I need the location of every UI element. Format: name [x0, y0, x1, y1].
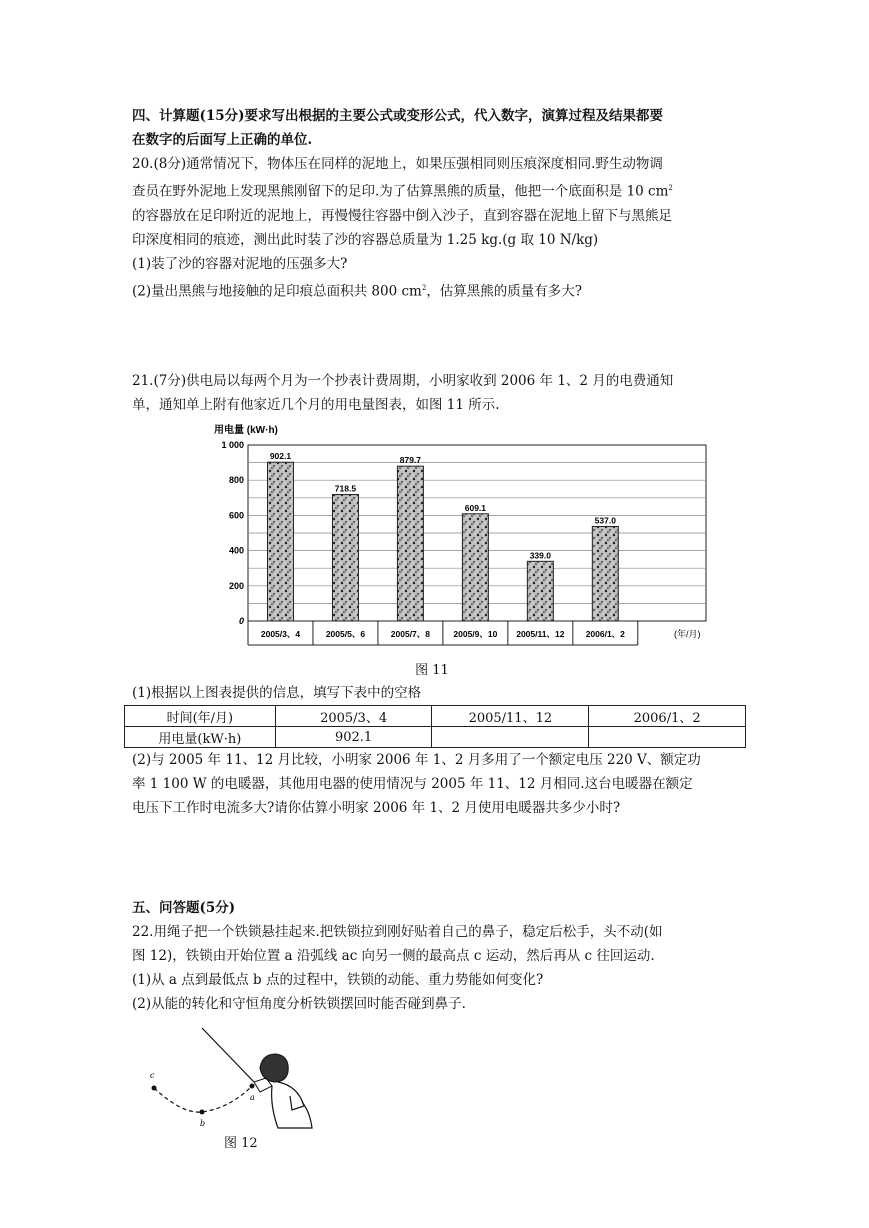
figure-12-caption: 图 12	[224, 1136, 258, 1151]
lock-position-b	[200, 1110, 205, 1115]
section4-heading-line2: 在数字的后面写上正确的单位.	[132, 132, 313, 148]
table-header-row	[125, 706, 746, 727]
bar	[527, 561, 553, 621]
bar-value-label: 609.1	[464, 502, 487, 513]
q22-sub2: (2)从能的转化和守恒角度分析铁锁摆回时能否碰到鼻子.	[132, 996, 466, 1012]
bar-value-label: 902.1	[269, 451, 292, 462]
q21-line2: 单，通知单上附有他家近几个月的用电量图表，如图 11 所示.	[132, 397, 500, 413]
q20-sub2-tail: ，估算黑熊的质量有多大?	[426, 283, 583, 299]
pendulum-svg	[142, 1016, 332, 1146]
table-cell: 902.1	[275, 727, 432, 748]
table-header-cell: 2005/11、12	[432, 706, 589, 727]
q21-sub1: (1)根据以上图表提供的信息，填写下表中的空格	[132, 685, 422, 701]
rope-line	[202, 1028, 254, 1082]
q20-sub1: (1)装了沙的容器对泥地的压强多大?	[132, 255, 348, 272]
table-cell-blank	[589, 727, 746, 748]
bar-value-label: 339.0	[529, 550, 551, 561]
pendulum-figure	[142, 1016, 332, 1146]
xtick-label: 2005/7、8	[390, 629, 431, 639]
chart-xlabel: (年/月)	[674, 629, 701, 639]
section4-heading-line1: 四、计算题(15分)要求写出根据的主要公式或变形公式，代入数字，演算过程及结果都要	[132, 108, 664, 124]
table-header-cell: 时间(年/月)	[125, 706, 276, 727]
ytick-label: 1 000	[221, 440, 244, 450]
table-header-cell: 2005/3、4	[275, 706, 432, 727]
xtick-label: 2005/5、6	[325, 629, 366, 639]
q20-sub2	[132, 276, 752, 304]
q21-line1: 21.(7分)供电局以每两个月为一个抄表计费周期，小明家收到 2006 年 1、2 月的电费通知	[132, 373, 674, 389]
xtick-label: 2006/1、2	[585, 629, 625, 639]
exam-page	[132, 104, 752, 1151]
q22-line1: 22.用绳子把一个铁锁悬挂起来.把铁锁拉到刚好贴着自己的鼻子，稳定后松手，头不动(如	[132, 924, 663, 940]
ytick-label: 800	[228, 475, 244, 486]
xtick-label: 2005/9、10	[453, 629, 498, 639]
xtick-label: 2005/3、4	[260, 629, 301, 639]
q21-sub2-line3: 电压下工作时电流多大?请你估算小明家 2006 年 1、2 月使用电暖器共多少小时?	[132, 800, 621, 816]
lock-position-c	[152, 1086, 157, 1091]
bar-value-label: 537.0	[594, 515, 616, 526]
q20-line3: 的容器放在足印附近的泥地上，再慢慢往容器中倒入沙子，直到容器在泥地上留下与黑熊足	[132, 207, 672, 224]
q20-line2-text: 查员在野外泥地上发现黑熊刚留下的足印.为了估算黑熊的质量，他把一个底面积是 10 cm	[132, 183, 669, 200]
bar-value-label: 718.5	[334, 483, 357, 494]
figure-11-caption: 图 11	[415, 663, 449, 678]
superscript: 2	[421, 283, 427, 292]
ytick-label: 600	[228, 510, 244, 521]
superscript: 2	[668, 184, 673, 192]
electricity-bar-chart	[212, 421, 732, 661]
ytick-label: 200	[228, 580, 244, 591]
chart-svg	[212, 421, 732, 661]
bar	[332, 495, 358, 621]
table-cell: 用电量(kW·h)	[125, 727, 276, 748]
section5-heading: 五、问答题(5分)	[132, 900, 236, 916]
q21-sub2-line1: (2)与 2005 年 11、12 月比较，小明家 2006 年 1、2 月多用了一个额定电压 220 V、额定功	[132, 752, 701, 768]
q21-sub2-line2: 率 1 100 W 的电暖器，其他用电器的使用情况与 2005 年 11、12 月相同.这台电暖器在额定	[132, 776, 693, 792]
usage-table	[124, 705, 746, 748]
lock-position-a	[250, 1084, 255, 1089]
swing-arc	[154, 1086, 252, 1112]
ytick-label: 400	[228, 545, 244, 556]
chart-ylabel: 用电量 (kW·h)	[214, 425, 278, 436]
table-cell-blank	[432, 727, 589, 748]
bar	[267, 462, 293, 621]
person-figure	[254, 1054, 312, 1128]
q22-line2: 图 12)，铁锁由开始位置 a 沿弧线 ac 向另一侧的最高点 c 运动，然后再从 c 往回运动.	[132, 948, 655, 964]
q20-line2	[132, 176, 752, 204]
bar-value-label: 879.7	[399, 455, 422, 466]
label-b: b	[200, 1119, 206, 1128]
xtick-label: 2005/11、12	[516, 629, 565, 639]
q20-sub2-text: (2)量出黑熊与地接触的足印痕总面积共 800 cm	[132, 283, 422, 299]
label-c: c	[150, 1071, 155, 1080]
table-row	[125, 727, 746, 748]
label-a: a	[250, 1093, 255, 1102]
bar	[592, 526, 618, 621]
bar	[397, 466, 423, 621]
table-header-cell: 2006/1、2	[589, 706, 746, 727]
q22-sub1: (1)从 a 点到最低点 b 点的过程中，铁锁的动能、重力势能如何变化?	[132, 972, 544, 988]
q20-line1: 20.(8分)通常情况下，物体压在同样的泥地上，如果压强相同则压痕深度相同.野生动物调	[132, 156, 663, 172]
bar	[462, 514, 488, 621]
q20-line4: 印深度相同的痕迹，测出此时装了沙的容器总质量为 1.25 kg.(g 取 10 N/kg)	[132, 231, 599, 248]
ytick-label: 0	[238, 616, 244, 626]
